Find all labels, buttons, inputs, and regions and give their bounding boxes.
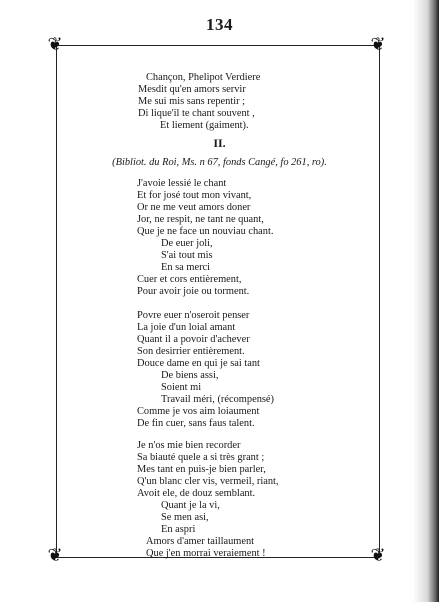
verse-line: J'avoie lessié le chant: [137, 178, 227, 189]
verse-line: Se men asi,: [161, 512, 209, 523]
verse-line: Douce dame en qui je sai tant: [137, 358, 260, 369]
verse-line: Jor, ne respit, ne tant ne quant,: [137, 214, 264, 225]
verse-line: Et for josé tout mon vivant,: [137, 190, 252, 201]
section-heading: II.: [213, 136, 226, 150]
verse-line: Q'un blanc cler vis, vermeil, riant,: [137, 476, 279, 487]
verse-line: En sa merci: [161, 262, 211, 273]
verse-line: Que je ne face un nouviau chant.: [137, 226, 274, 237]
page-number: 134: [206, 15, 233, 34]
verse-line: Quant je la vi,: [161, 500, 220, 511]
verse-line: Travail méri, (récompensé): [161, 394, 275, 405]
corner-ornament-icon: ❦: [47, 545, 63, 566]
verse-line: Pour avoir joie ou torment.: [137, 286, 250, 297]
verse-line: La joie d'un loial amant: [137, 322, 236, 333]
verse-line: Et liement (gaiment).: [160, 120, 249, 131]
verse-line: De fin cuer, sans faus talent.: [137, 418, 255, 429]
verse-line: Son desirrier entièrement.: [137, 346, 245, 357]
verse-line: Avoit ele, de douz semblant.: [137, 488, 256, 499]
verse-line: Me sui mis sans repentir ;: [138, 96, 246, 107]
book-gutter-shadow: [413, 0, 439, 602]
verse-line: Quant il a povoir d'achever: [137, 334, 250, 345]
verse-line: Mes tant en puis-je bien parler,: [137, 464, 266, 475]
verse-line: Povre euer n'oseroit penser: [137, 310, 250, 321]
verse-line: En aspri: [161, 524, 196, 535]
verse-line: Comme je vos aim loiaument: [137, 406, 260, 417]
verse-line: Di lique'il te chant souvent ,: [138, 108, 255, 119]
corner-ornament-icon: ❦: [370, 545, 386, 566]
verse-line: Je n'os mie bien recorder: [137, 440, 241, 451]
verse-line: Chançon, Phelipot Verdiere: [146, 72, 261, 83]
source-citation: (Bibliot. du Roi, Ms. n 67, fonds Cangé, fo 261, ro).: [112, 157, 327, 168]
verse-line: De euer joli,: [161, 238, 213, 249]
verse-line: Soient mi: [161, 382, 202, 393]
verse-line: Amors d'amer taillaument: [146, 536, 255, 547]
corner-ornament-icon: ❦: [370, 34, 386, 55]
verse-line: De biens assi,: [161, 370, 219, 381]
verse-line: Cuer et cors entièrement,: [137, 274, 242, 285]
verse-line: S'ai tout mis: [161, 250, 213, 261]
corner-ornament-icon: ❦: [47, 34, 63, 55]
verse-line: Que j'en morrai veraiement !: [146, 548, 266, 559]
verse-line: Sa biauté quele a si très grant ;: [137, 452, 265, 463]
verse-line: Mesdit qu'en amors servir: [138, 84, 246, 95]
verse-line: Or ne me veut amors doner: [137, 202, 251, 213]
